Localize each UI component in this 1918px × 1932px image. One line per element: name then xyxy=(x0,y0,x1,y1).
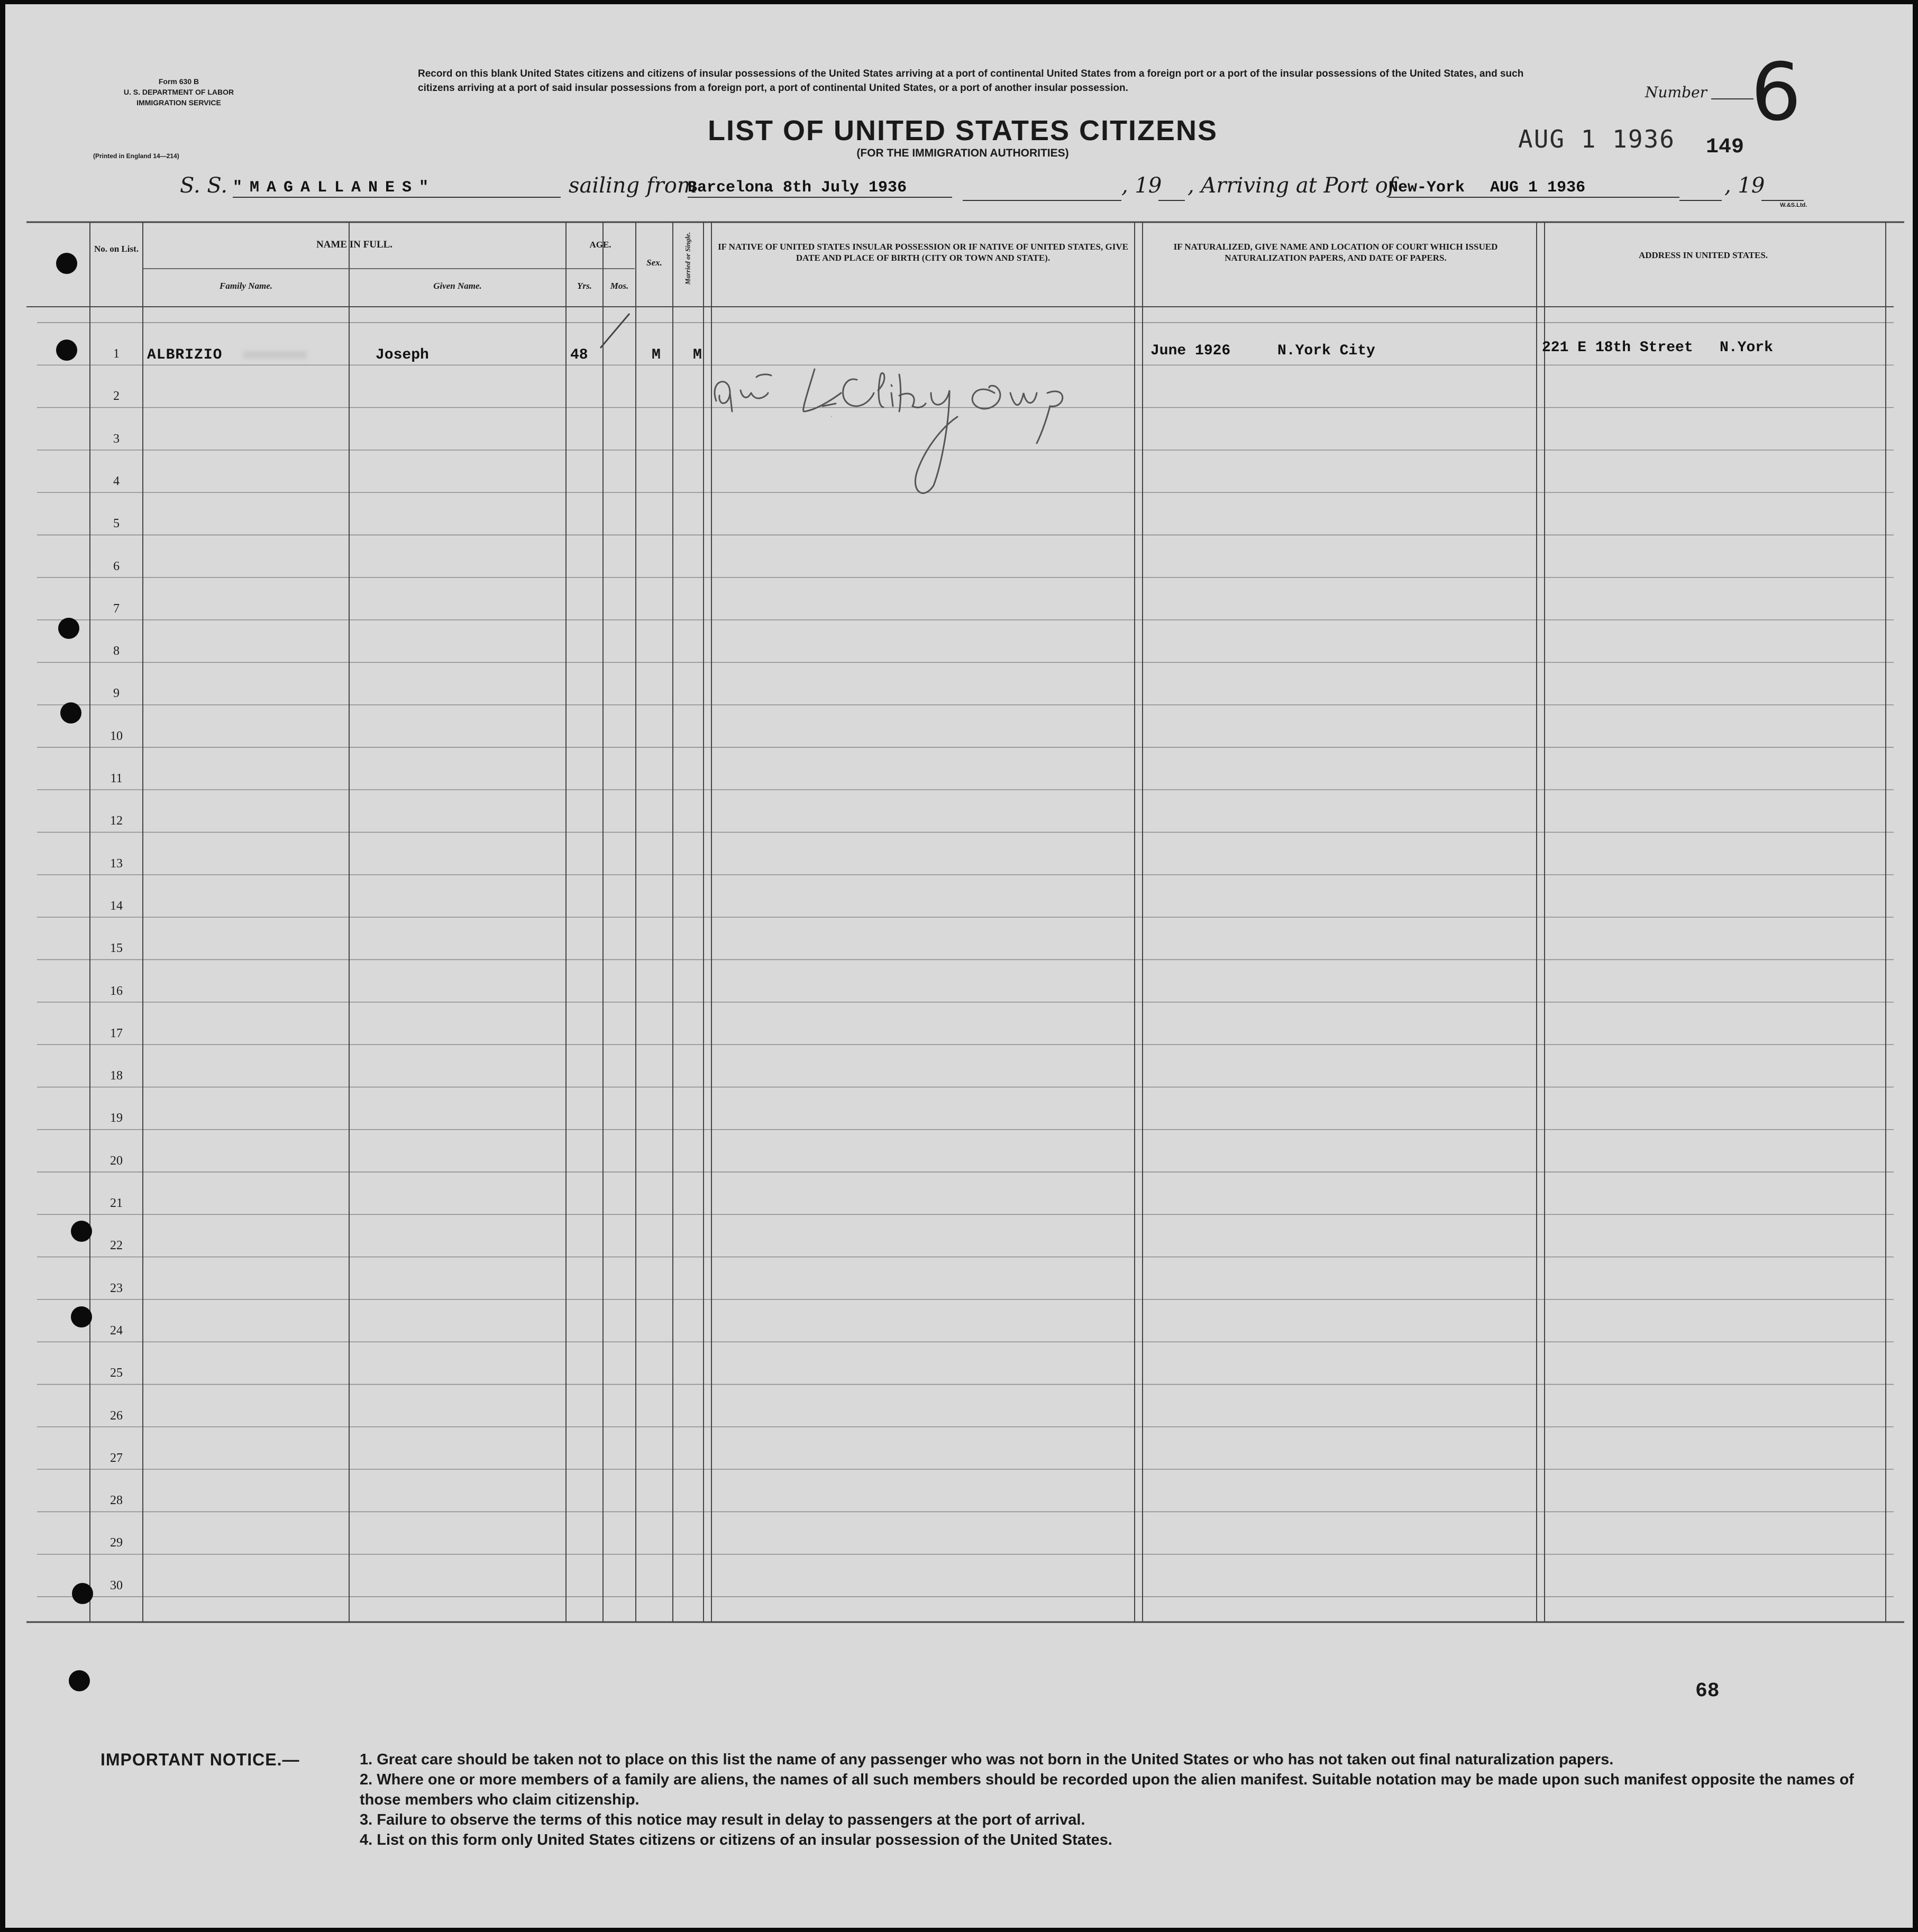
row-number: 6 xyxy=(113,559,120,573)
sailing-label: sailing from xyxy=(569,173,697,198)
row-number: 13 xyxy=(110,856,123,871)
number-label: Number xyxy=(1645,84,1707,101)
col-no-on-list: No. on List. xyxy=(94,244,139,254)
ss-label: S. S. xyxy=(180,173,228,198)
entry-family-name: ALBRIZIO xyxy=(147,347,223,363)
row-number: 21 xyxy=(110,1196,123,1210)
row-number: 26 xyxy=(110,1408,123,1423)
binder-hole xyxy=(56,253,77,274)
year-prefix-2: , 19 xyxy=(1724,173,1765,198)
row-number: 27 xyxy=(110,1451,123,1465)
row-number: 1 xyxy=(113,347,120,361)
row-number: 9 xyxy=(113,686,120,701)
row-number: 11 xyxy=(110,772,123,785)
notice-item-1: 1. Great care should be taken not to place on this list the name of any passenger who was not born in the United States or who has not taken out final naturalization papers. xyxy=(360,1751,1614,1768)
entry-marital: M xyxy=(693,347,702,363)
form-line-3: IMMIGRATION SERVICE xyxy=(136,98,221,107)
binder-hole xyxy=(71,1221,92,1242)
col-birth: IF NATIVE OF UNITED STATES INSULAR POSSESSION OR IF NATIVE OF UNITED STATES, GIVE DATE AND PLACE OF BIRTH (CITY OR TOWN AND STATE). xyxy=(718,242,1128,263)
col-name-in-full: NAME IN FULL. xyxy=(316,239,393,250)
row-number: 19 xyxy=(110,1111,123,1125)
col-age: AGE. xyxy=(589,240,611,250)
col-naturalized: IF NATURALIZED, GIVE NAME AND LOCATION OF COURT WHICH ISSUED NATURALIZATION PAPERS, AND DATE OF PAPERS. xyxy=(1173,242,1498,263)
printer-mark: W.&S.Ltd. xyxy=(1780,202,1807,208)
erased-text xyxy=(243,351,307,359)
row-number: 12 xyxy=(110,814,123,828)
row-number: 22 xyxy=(110,1239,123,1253)
binder-hole xyxy=(71,1306,92,1327)
row-number: 28 xyxy=(110,1494,123,1508)
col-sex: Sex. xyxy=(646,258,662,268)
entry-naturalization-date: June 1926 xyxy=(1150,343,1231,359)
binder-hole xyxy=(60,702,81,724)
bottom-annotation: 68 xyxy=(1695,1680,1720,1702)
row-number: 15 xyxy=(110,941,123,956)
row-number: 20 xyxy=(110,1153,123,1168)
date-stamp: AUG 1 1936 xyxy=(1518,125,1675,153)
entry-naturalization-place: N.York City xyxy=(1277,343,1375,359)
row-number: 17 xyxy=(110,1026,123,1040)
col-given-name: Given Name. xyxy=(433,281,482,291)
row-number: 18 xyxy=(110,1069,123,1083)
row-number: 25 xyxy=(110,1366,123,1380)
binder-hole xyxy=(56,340,77,361)
row-number: 29 xyxy=(110,1536,123,1550)
notice-title: IMPORTANT NOTICE.— xyxy=(101,1750,300,1769)
col-family-name: Family Name. xyxy=(219,281,273,291)
row-number: 5 xyxy=(113,517,120,531)
arriving-date: AUG 1 1936 xyxy=(1490,179,1586,197)
binder-hole xyxy=(72,1583,93,1604)
entry-sex: M xyxy=(652,347,661,363)
instructions-text: Record on this blank United States citizens and citizens of insular possessions of the United States arriving at a port of continental United States from a foreign port or a port of the insular possessions of the United States, and such citizens arriving at a port of said insular possessions from a foreign port, a port of continental United States, or a port of another insular possession. xyxy=(418,68,1524,94)
entry-address: 221 E 18th Street N.York xyxy=(1542,340,1773,356)
page-number: 149 xyxy=(1706,135,1745,159)
col-mos: Mos. xyxy=(610,281,629,291)
page-title: LIST OF UNITED STATES CITIZENS xyxy=(708,115,1218,146)
binder-hole xyxy=(58,618,79,639)
table-grid xyxy=(5,4,1913,1928)
entry-given-name: Joseph xyxy=(376,347,429,363)
notice-item-3: 3. Failure to observe the terms of this notice may result in delay to passengers at the port of arrival. xyxy=(360,1811,1085,1828)
row-number: 30 xyxy=(110,1578,123,1592)
number-value: 6 xyxy=(1751,47,1802,139)
important-notice xyxy=(101,1750,1899,1850)
page-subtitle: (FOR THE IMMIGRATION AUTHORITIES) xyxy=(856,147,1069,159)
manifest-page xyxy=(5,4,1913,1928)
svg-text:.: . xyxy=(830,413,833,418)
notice-item-2: 2. Where one or more members of a family are aliens, the names of all such members should be recorded upon the alien manifest. Suitable notation may be made upon such manifest opposite the names of those members who claim citizenship. xyxy=(360,1771,1854,1808)
printed-note: (Printed in England 14—214) xyxy=(93,152,179,160)
entry-age: 48 xyxy=(570,347,588,363)
arriving-label: , Arriving at Port of xyxy=(1188,173,1396,198)
sailing-value: Barcelona 8th July 1936 xyxy=(688,179,952,198)
ship-name: "MAGALLANES" xyxy=(233,179,561,198)
row-number: 4 xyxy=(113,474,120,488)
form-line-1: Form 630 B xyxy=(158,77,199,86)
row-number: 7 xyxy=(113,601,120,616)
row-number: 14 xyxy=(110,899,123,913)
row-number: 24 xyxy=(110,1323,123,1338)
year-prefix-1: , 19 xyxy=(1121,173,1162,198)
row-number: 2 xyxy=(113,389,120,404)
form-line-2: U. S. DEPARTMENT OF LABOR xyxy=(123,88,234,96)
row-number: 10 xyxy=(110,729,123,743)
row-number: 3 xyxy=(113,432,120,446)
col-yrs: Yrs. xyxy=(577,281,592,291)
row-number: 23 xyxy=(110,1281,123,1295)
handwritten-signature xyxy=(709,364,1111,501)
col-married-single: Married or Single. xyxy=(683,232,692,285)
row-number: 16 xyxy=(110,984,123,998)
notice-item-4: 4. List on this form only United States citizens or citizens of an insular possession of the United States. xyxy=(360,1832,1112,1848)
arriving-port: New-York xyxy=(1389,179,1465,197)
col-address: ADDRESS IN UNITED STATES. xyxy=(1638,250,1768,260)
binder-hole xyxy=(69,1670,90,1691)
row-number: 8 xyxy=(113,644,120,658)
